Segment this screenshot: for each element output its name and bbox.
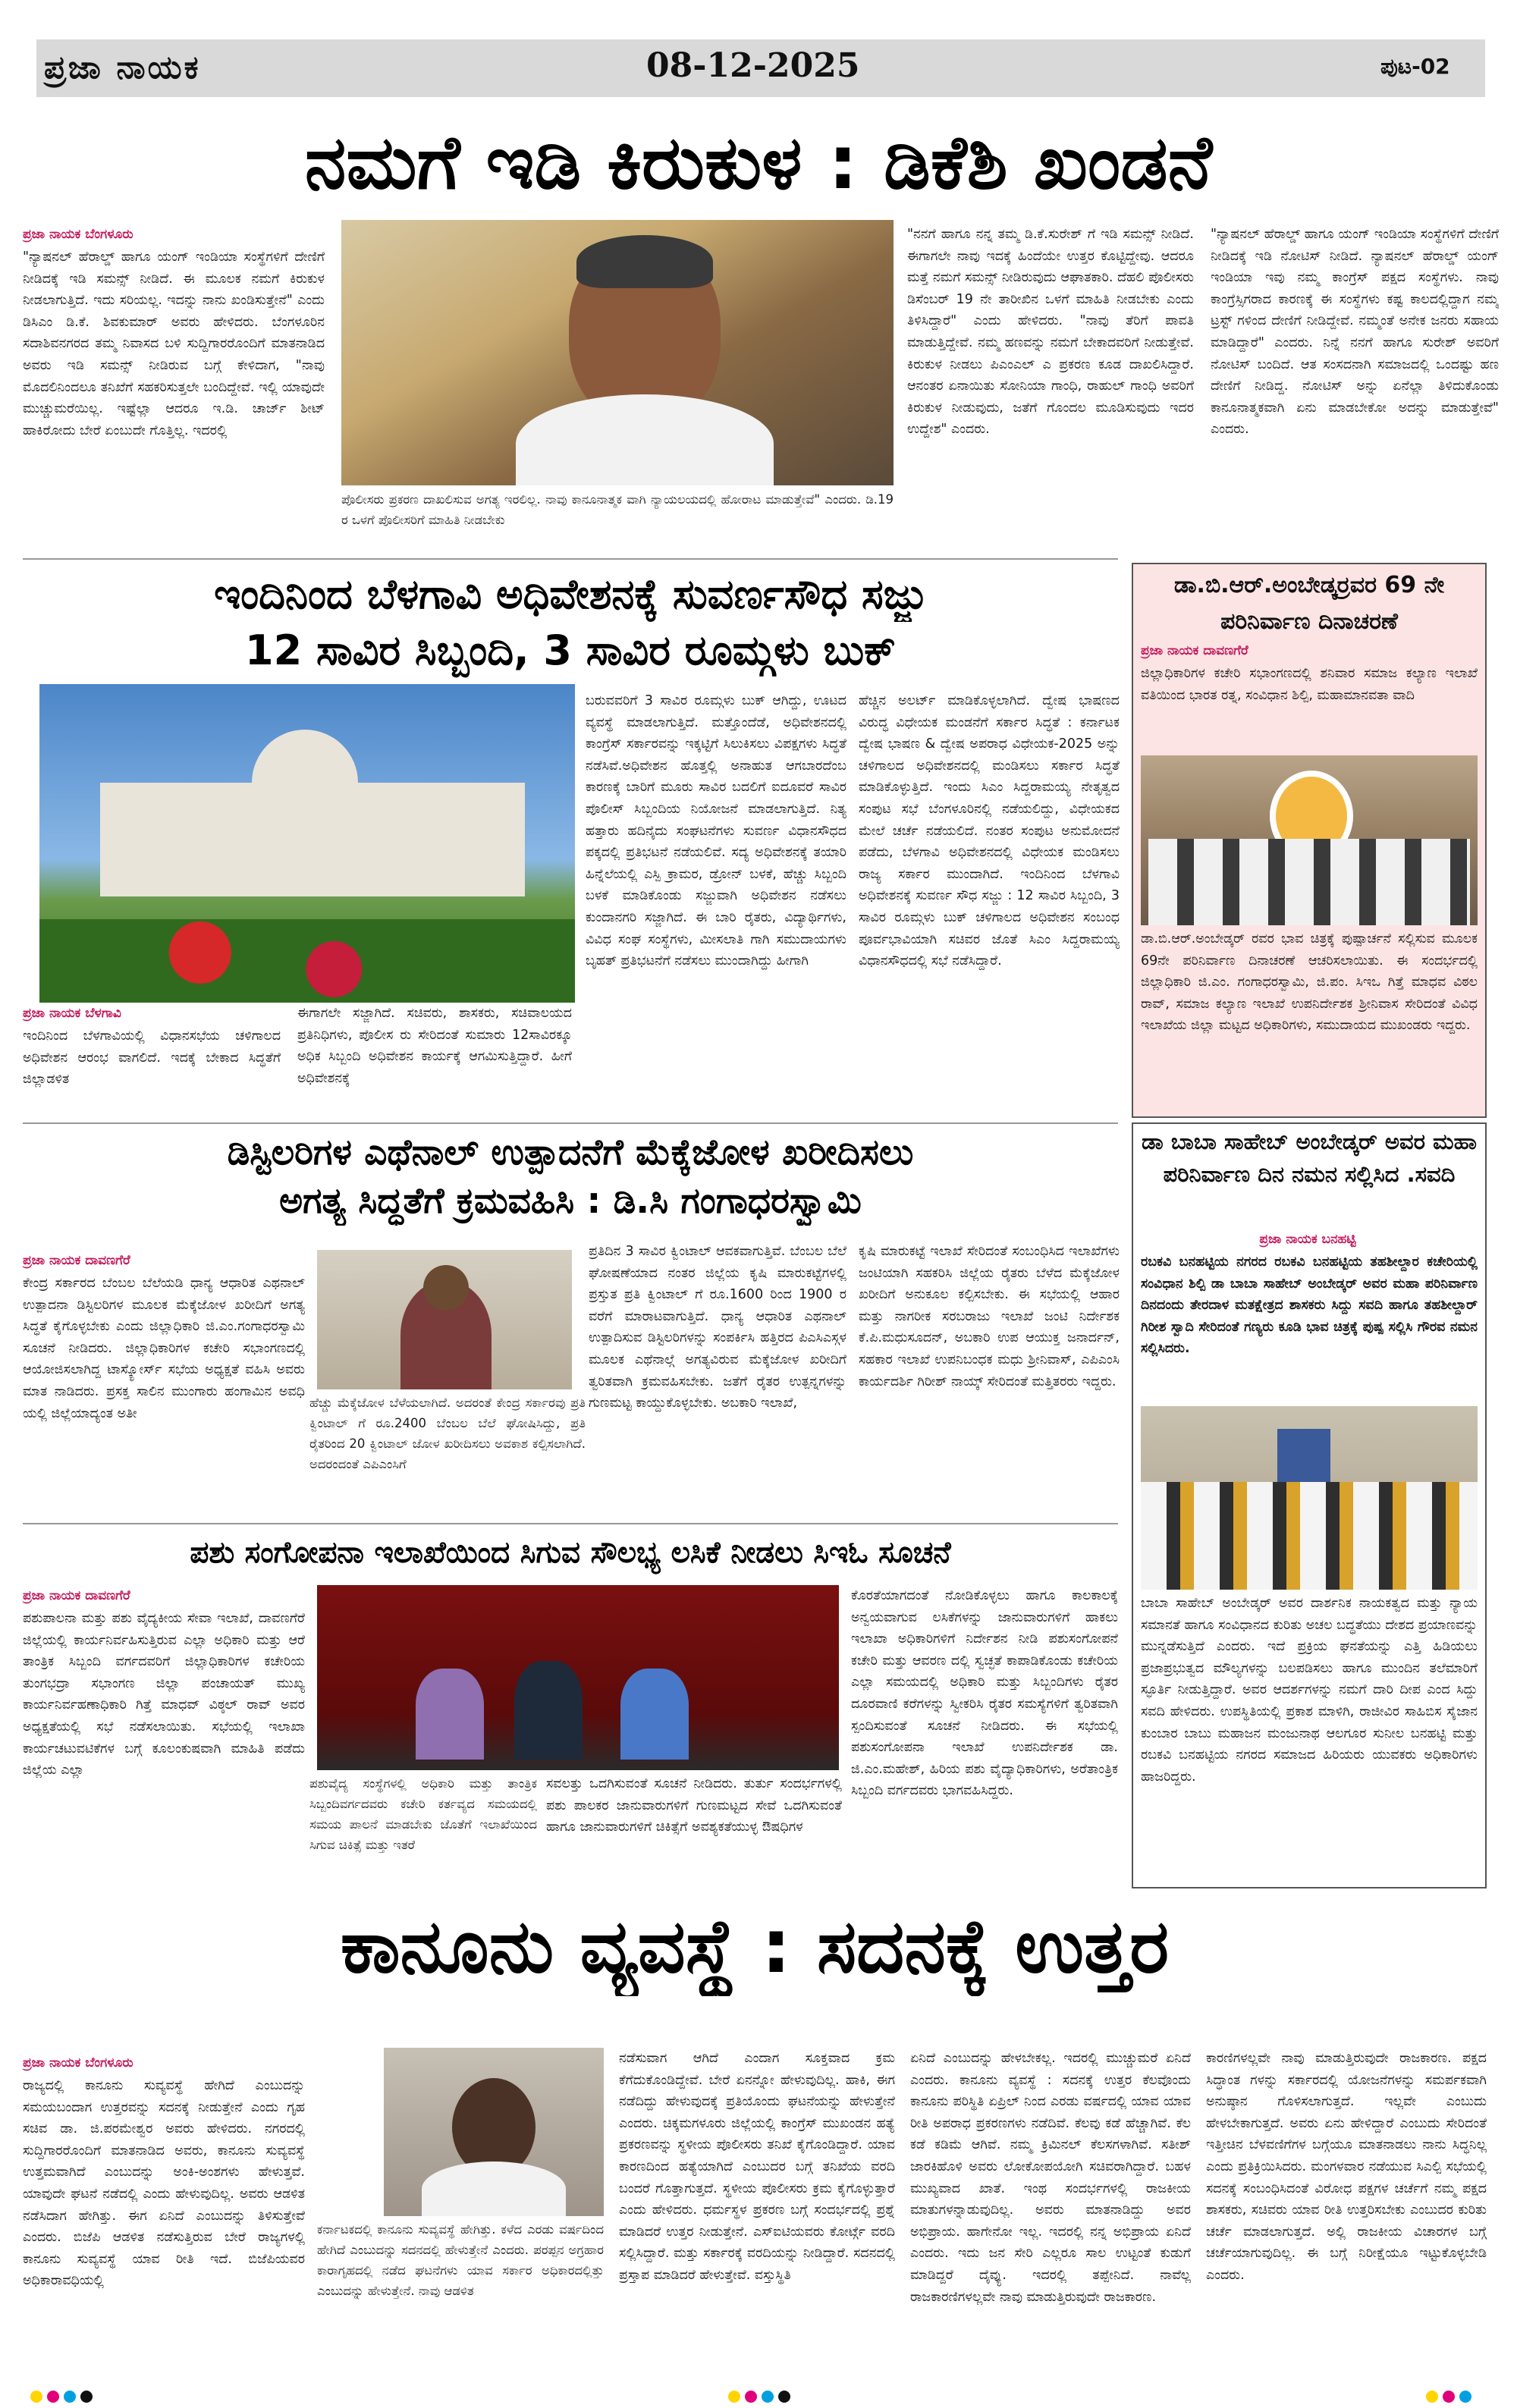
issue-date: 08-12-2025 xyxy=(646,46,860,85)
divider xyxy=(23,558,1118,560)
pashu-photo-caption: ಪಶುವೈದ್ಯ ಸಂಸ್ಥೆಗಳಲ್ಲಿ ಅಧಿಕಾರಿ ಮತ್ತು ತಾಂತ್ರಿಕ ಸಿಬ್ಬಂದಿವರ್ಗದವರು ಕಚೇರಿ ಕರ್ತವ್ಯದ ಸಮಯದಲ್ಲಿ ಸಮಯ ಪಾಲನೆ ಮಾಡಬೇಕು ಜೊತೆಗೆ ಇಲಾಖೆಯಿಂದ ಸಿಗುವ ಚಿಕಿತ್ಸೆ ಮತ್ತು ಇತರೆ xyxy=(309,1776,537,1852)
ambedkar2-top: ರಬಕವಿ ಬನಹಟ್ಟಿಯ ನಗರದ ರಬಕವಿ ಬನಹಟ್ಟಿಯ ತಹಶೀಲ್ದಾರ ಕಚೇರಿಯಲ್ಲಿ ಸಂವಿಧಾನ ಶಿಲ್ಪಿ ಡಾ ಬಾಬಾ ಸಾಹೇಬ್ ಅಂಬೇಡ್ಕರ್ ಅವರ ಮಹಾ ಪರಿನಿರ್ವಾಣ ದಿನದಂದು ತೇರದಾಳ ಮತಕ್ಷೇತ್ರದ ಶಾಸಕರು ಸಿದ್ದು ಸವದಿ ಹಾಗೂ ತಹಶೀಲ್ದಾರ್ ಗಿರೀಶ ಸ್ವಾದಿ ಸೇರಿದಂತೆ ಗಣ್ಯರು ಕೂಡಿ ಭಾವ ಚಿತ್ರಕ್ಕೆ ಪುಷ್ಪ ಸಲ್ಲಿಸಿ ಗೌರವ ನಮನ ಸಲ್ಲಿಸಿದರು. xyxy=(1141,1254,1478,1357)
lead-photo xyxy=(341,220,894,485)
ambedkar1-photo xyxy=(1141,755,1478,925)
suvarna-headline-1: ಇಂದಿನಿಂದ ಬೆಳಗಾವಿ ಅಧಿವೇಶನಕ್ಕೆ ಸುವರ್ಣಸೌಧ ಸಜ್ಜು xyxy=(214,570,927,618)
distil-photo xyxy=(317,1250,572,1389)
ambedkar2-byline: ಪ್ರಜಾ ನಾಯಕ ಬನಹಟ್ಟಿ xyxy=(1259,1232,1356,1247)
registration-marks-right xyxy=(1426,2391,1476,2406)
suvarna-col3: ಹೆಚ್ಚಿನ ಅಲರ್ಟ್ ಮಾಡಿಕೊಳ್ಳಲಾಗಿದೆ. ದ್ವೇಷ ಭಾಷಣದ ವಿರುದ್ಧ ವಿಧೇಯಕ ಮಂಡನೆಗೆ ಸರ್ಕಾರ ಸಿದ್ಧತೆ : ಕರ್ನಾಟಕ ದ್ವೇಷ ಭಾಷಣ & ದ್ವೇಷ ಅಪರಾಧ ವಿಧೇಯಕ-2025 ಅನ್ನು ಚಳಿಗಾಲದ ಅಧಿವೇಶನದಲ್ಲಿ ಮಂಡಿಸಲು ಸರ್ಕಾರ ಸಿದ್ಧತೆ ಮಾಡಿಕೊಳ್ಳುತ್ತಿದೆ. ಇಂದು ಸಿಎಂ ಸಿದ್ದರಾಮಯ್ಯ ನೇತೃತ್ವದ ಸಂಪುಟ ಸಭೆ ಬೆಂಗಳೂರಿನಲ್ಲಿ ನಡೆಯಲಿದ್ದು, ವಿಧೇಯಕದ ಮೇಲೆ ಚರ್ಚೆ ನಡೆಯಲಿದೆ. ನಂತರ ಸಂಪುಟ ಅನುಮೋದನೆ ಪಡೆದು, ಬೆಳಗಾವಿ ಅಧಿವೇಶನದಲ್ಲಿ ವಿಧೇಯಕ ಮಂಡಿಸಲು ರಾಜ್ಯ ಸರ್ಕಾರ ಮುಂದಾಗಿದೆ. ಇಂದಿನಿಂದ ಬೆಳಗಾವಿ ಅಧಿವೇಶನಕ್ಕೆ ಸುವರ್ಣ ಸೌಧ ಸಜ್ಜು : 12 ಸಾವಿರ ಸಿಬ್ಬಂದಿ, 3 ಸಾವಿರ ರೂಮ್ಗಳು ಬುಕ್ ಚಳಿಗಾಲದ ಅಧಿವೇಶನ ಸಂಬಂಧ ಪೂರ್ವಭಾವಿಯಾಗಿ ಸಚಿವರ ಜೊತೆ ಸಿಎಂ ಸಿದ್ದರಾಮಯ್ಯ ವಿಧಾನಸೌಧದಲ್ಲಿ ಸಭೆ ನಡೆಸಿದ್ದಾರೆ. xyxy=(859,693,1120,969)
suvarna-headline-2: 12 ಸಾವಿರ ಸಿಬ್ಬಂದಿ, 3 ಸಾವಿರ ರೂಮ್ಗಳು ಬುಕ್ xyxy=(245,626,896,674)
ambedkar1-bottom: ಡಾ.ಬಿ.ಆರ್.ಅಂಬೇಡ್ಕರ್ ರವರ ಭಾವ ಚಿತ್ರಕ್ಕೆ ಪುಷ್ಪಾರ್ಚನೆ ಸಲ್ಲಿಸುವ ಮೂಲಕ 69ನೇ ಪರಿನಿರ್ವಾಣ ದಿನಾಚರಣೆ ಆಚರಿಸಲಾಯಿತು. ಈ ಸಂದರ್ಭದಲ್ಲಿ ಜಿಲ್ಲಾಧಿಕಾರಿ ಜಿ.ಎಂ. ಗಂಗಾಧರಸ್ವಾಮಿ, ಜಿ.ಪಂ. ಸಿಇಒ ಗಿತ್ತೆ ಮಾಧವ ವಿಠಲ ರಾವ್, ಸಮಾಜ ಕಲ್ಯಾಣ ಇಲಾಖೆ ಉಪನಿರ್ದೇಶಕ ಶ್ರೀನಿವಾಸ ಸೇರಿದಂತೆ ವಿವಿಧ ಇಲಾಖೆಯ ಜಿಲ್ಲಾ ಮಟ್ಟದ ಅಧಿಕಾರಿಗಳು, ಸಮುದಾಯದ ಮುಖಂಡರು ಇದ್ದರು. xyxy=(1141,931,1478,1034)
kanoonu-col1: ರಾಜ್ಯದಲ್ಲಿ ಕಾನೂನು ಸುವ್ಯವಸ್ಥೆ ಹೇಗಿದೆ ಎಂಬುದನ್ನು ಸಮಯಬಂದಾಗ ಉತ್ತರವನ್ನು ಸದನಕ್ಕೆ ನೀಡುತ್ತೇನೆ ಎಂದು ಗೃಹ ಸಚಿವ ಡಾ. ಜಿ.ಪರಮೇಶ್ವರ ಅವರು ಹೇಳಿದರು. ನಗರದಲ್ಲಿ ಸುದ್ದಿಗಾರರೊಂದಿಗೆ ಮಾತನಾಡಿದ ಅವರು, ಕಾನೂನು ಸುವ್ಯವಸ್ಥೆ ಉತ್ತಮವಾಗಿದೆ ಎಂಬುದನ್ನು ಅಂಕಿ-ಅಂಶಗಳು ಹೇಳುತ್ತವೆ. ಯಾವುದೇ ಘಟನೆ ನಡೆದಲ್ಲಿ ಎಂದು ಹೇಳುವುದಿಲ್ಲ. ಅವರು ಆಡಳಿತ ನಡೆಸಿದಾಗ ಹೇಗಿತ್ತು. ಈಗ ಏನಿದೆ ಎಂಬುದನ್ನು ತಿಳಿಸುತ್ತೇವೆ ಎಂದರು. ಬಿಜೆಪಿ ಆಡಳಿತ ನಡೆಸುತ್ತಿರುವ ಬೇರೆ ರಾಜ್ಯಗಳಲ್ಲಿ ಕಾನೂನು ಸುವ್ಯವಸ್ಥೆ ಯಾವ ರೀತಿ ಇದೆ. ಬಿಜೆಪಿಯವರ ಅಧಿಕಾರಾವಧಿಯಲ್ಲಿ xyxy=(23,2078,305,2289)
pashu-col1: ಪಶುಪಾಲನಾ ಮತ್ತು ಪಶು ವೈದ್ಯಕೀಯ ಸೇವಾ ಇಲಾಖೆ, ದಾವಣಗೆರೆ ಜಿಲ್ಲೆಯಲ್ಲಿ ಕಾರ್ಯನಿರ್ವಹಿಸುತ್ತಿರುವ ಎಲ್ಲಾ ಅಧಿಕಾರಿ ಮತ್ತು ಆರೆ ತಾಂತ್ರಿಕ ಸಿಬ್ಬಂದಿ ವರ್ಗದವರಿಗೆ ಜಿಲ್ಲಾಧಿಕಾರಿಗಳ ಕಚೇರಿಯ ತುಂಗಭದ್ರಾ ಸಭಾಂಗಣ ಜಿಲ್ಲಾ ಪಂಚಾಯತ್ ಮುಖ್ಯ ಕಾರ್ಯನಿರ್ವಹಣಾಧಿಕಾರಿ ಗಿತ್ತೆ ಮಾಧವ್ ವಿಠ್ಠಲ್ ರಾವ್ ಅವರ ಅಧ್ಯಕ್ಷತೆಯಲ್ಲಿ ಸಭೆ ನಡೆಸಲಾಯಿತು. ಸಭೆಯಲ್ಲಿ ಇಲಾಖಾ ಕಾರ್ಯಚಟುವಟಿಕೆಗಳ ಬಗ್ಗೆ ಕೂಲಂಕುಷವಾಗಿ ಮಾಹಿತಿ ಪಡೆದು ಜಿಲ್ಲೆಯ ಎಲ್ಲಾ xyxy=(23,1611,305,1779)
kanoonu-photo-caption: ಕರ್ನಾಟಕದಲ್ಲಿ ಕಾನೂನು ಸುವ್ಯವಸ್ಥೆ ಹೇಗಿತ್ತು. ಕಳೆದ ಎರಡು ವರ್ಷದಿಂದ ಹೇಗಿದೆ ಎಂಬುದನ್ನು ಸದನದಲ್ಲಿ ಹೇಳುತ್ತೇನೆ ಎಂದರು. ಪರಪ್ಪನ ಅಗ್ರಹಾರ ಕಾರಾಗೃಹದಲ್ಲಿ ನಡೆದ ಘಟನೆಗಳು ಯಾವ ಸರ್ಕಾರ ಅಧಿಕಾರದಲ್ಲಿತ್ತು ಎಂಬುದನ್ನು ಹೇಳುತ್ತೇನೆ. ನಾವು ಆಡಳಿತ xyxy=(317,2222,604,2298)
divider xyxy=(23,1122,1118,1124)
distil-photo-caption: ಹೆಚ್ಚು ಮೆಕ್ಕೆಜೋಳ ಬೆಳೆಯಲಾಗಿದೆ. ಅದರಂತೆ ಕೇಂದ್ರ ಸರ್ಕಾರವು ಪ್ರತಿ ಕ್ವಿಂಟಾಲ್ ಗೆ ರೂ.2400 ಬೆಂಬಲ ಬೆಲೆ ಘೋಷಿಸಿದ್ದು, ಪ್ರತಿ ರೈತರಿಂದ 20 ಕ್ವಿಂಟಾಲ್ ಜೋಳ ಖರೀದಿಸಲು ಅವಕಾಶ ಕಲ್ಪಿಸಲಾಗಿದೆ. ಅದರಂದಂತೆ ಎಪಿಎಂಸಿಗೆ xyxy=(309,1396,586,1471)
ambedkar2-photo xyxy=(1141,1406,1478,1590)
distil-col1: ಕೇಂದ್ರ ಸರ್ಕಾರದ ಬೆಂಬಲ ಬೆಲೆಯಡಿ ಧಾನ್ಯ ಆಧಾರಿತ ಎಥನಾಲ್ ಉತ್ಪಾದನಾ ಡಿಸ್ಟಿಲರಿಗಳ ಮೂಲಕ ಮೆಕ್ಕೆಜೋಳ ಖರೀದಿಗೆ ಅಗತ್ಯ ಸಿದ್ಧತೆ ಕೈಗೊಳ್ಳಬೇಕು ಎಂದು ಜಿಲ್ಲಾಧಿಕಾರಿ ಜಿ.ಎಂ.ಗಂಗಾಧರಸ್ವಾಮಿ ಸೂಚನೆ ನೀಡಿದರು. ಜಿಲ್ಲಾಧಿಕಾರಿಗಳ ಕಚೇರಿ ಸಭಾಂಗಣದಲ್ಲಿ ಆಯೋಜಿಸಲಾಗಿದ್ದ ಟಾಸ್ಕ್ಫೋರ್ಸ್ ಸಭೆಯ ಅಧ್ಯಕ್ಷತೆ ವಹಿಸಿ ಅವರು ಮಾತ ನಾಡಿದರು. ಪ್ರಸಕ್ತ ಸಾಲಿನ ಮುಂಗಾರು ಹಂಗಾಮಿನ ಅವಧಿ ಯಲ್ಲಿ ಜಿಲ್ಲೆಯಾದ್ಯಂತ ಅತೀ xyxy=(23,1276,305,1421)
kanoonu-byline: ಪ್ರಜಾ ನಾಯಕ ಬೆಂಗಳೂರು xyxy=(23,2055,133,2071)
suvarna-photo xyxy=(39,684,575,1003)
kanoonu-col3: ನಡೆಸುವಾಗ ಆಗಿದೆ ಎಂದಾಗ ಸೂಕ್ತವಾದ ಕ್ರಮ ಕೆಗೆದುಕೊಂಡಿದ್ದೇವೆ. ಬೇರೆ ಏನನ್ನೋ ಹೇಳುವುದಿಲ್ಲ. ಹಾಕಿ, ಈಗ ನಡೆದಿದ್ದು ಹೇಳುವುದಕ್ಕೆ ಪ್ರತಿಯೊಂದು ಘಟನೆಯನ್ನು ಹೇಳುತ್ತೇನೆ ಎಂದರು. ಚಿಕ್ಕಮಗಳೂರು ಜಿಲ್ಲೆಯಲ್ಲಿ ಕಾಂಗ್ರೆಸ್ ಮುಖಂಡನ ಹತ್ಯೆ ಪ್ರಕರಣವನ್ನು ಸ್ಥಳೀಯ ಪೊಲೀಸರು ತನಿಖೆ ಕೈಗೊಂಡಿದ್ದಾರೆ. ಯಾವ ಕಾರಣದಿಂದ ಹತ್ಯೆಯಾಗಿದೆ ಎಂಬುದರ ಬಗ್ಗೆ ತನಿಖೆಯ ವರದಿ ಬಂದರೆ ಗೊತ್ತಾಗುತ್ತದೆ. ಸ್ಥಳೀಯ ಪೊಲೀಸರು ಕ್ರಮ ಕೈಗೊಳ್ಳುತ್ತಾರೆ ಎಂದು ಹೇಳಿದರು. ಧರ್ಮಸ್ಥಳ ಪ್ರಕರಣ ಬಗ್ಗೆ ಸಂದರ್ಭದಲ್ಲಿ ಪ್ರಶ್ನೆ ಮಾಡಿದರೆ ಉತ್ತರ ನೀಡುತ್ತೇನೆ. ಎಸ್ಐಟಿಯವರು ಕೋರ್ಟ್ಗೆ ವರದಿ ಸಲ್ಲಿಸಿದ್ದಾರೆ. ಮತ್ತು ಸರ್ಕಾರಕ್ಕೆ ವರದಿಯನ್ನು ನೀಡಿದ್ದಾರೆ. ಸದನದಲ್ಲಿ ಪ್ರಸ್ತಾಪ ಮಾಡಿದರೆ ಹೇಳುತ್ತೇವೆ. ವಸ್ತುಸ್ಥಿತಿ xyxy=(619,2051,895,2283)
suvarna-col1: ಇಂದಿನಿಂದ ಬೆಳಗಾವಿಯಲ್ಲಿ ವಿಧಾನಸಭೆಯ ಚಳಿಗಾಲದ ಅಧಿವೇಶನ ಆರಂಭ ವಾಗಲಿದೆ. ಇದಕ್ಕೆ ಬೇಕಾದ ಸಿದ್ಧತೆಗೆ ಜಿಲ್ಲಾಡಳಿತ xyxy=(23,1028,281,1088)
ambedkar1-top: ಜಿಲ್ಲಾಧಿಕಾರಿಗಳ ಕಚೇರಿ ಸಭಾಂಗಣದಲ್ಲಿ ಶನಿವಾರ ಸಮಾಜ ಕಲ್ಯಾಣ ಇಲಾಖೆ ವತಿಯಿಂದ ಭಾರತ ರತ್ನ, ಸಂವಿಧಾನ ಶಿಲ್ಪಿ, ಮಹಾಮಾನವತಾ ವಾದಿ xyxy=(1141,666,1478,703)
distil-headline-2: ಅಗತ್ಯ ಸಿದ್ಧತೆಗೆ ಕ್ರಮವಹಿಸಿ : ಡಿ.ಸಿ ಗಂಗಾಧರಸ್ವಾಮಿ xyxy=(279,1180,862,1222)
suvarna-col2: ಬರುವವರಿಗೆ 3 ಸಾವಿರ ರೂಮ್ಗಳು ಬುಕ್ ಆಗಿದ್ದು, ಊಟದ ವ್ಯವಸ್ಥೆ ಮಾಡಲಾಗುತ್ತಿದೆ. ಮತ್ತೊಂದೆಡೆ, ಅಧಿವೇಶನದಲ್ಲಿ ಕಾಂಗ್ರೆಸ್ ಸರ್ಕಾರವನ್ನು ಇಕ್ಕಟ್ಟಿಗೆ ಸಿಲುಕಿಸಲು ವಿಪಕ್ಷಗಳು ಸಿದ್ಧತೆ ನಡೆಸಿವೆ.ಅಧಿವೇಶನ ಹೊತ್ತಲ್ಲಿ ಅನಾಹುತ ಆಗಬಾರದೆಂಬ ಕಾರಣಕ್ಕೆ ಬಾರಿಗೆ ಮೂರು ಸಾವಿರ ಬದಲಿಗೆ ಐದೂವರೆ ಸಾವಿರ ಪೊಲೀಸ್ ಸಿಬ್ಬಂದಿಯ ನಿಯೋಜನೆ ಮಾಡಲಾಗುತ್ತಿದೆ. ನಿತ್ಯ ಹತ್ತಾರು ಹದಿನೈದು ಸಂಘಟನೆಗಳು ಸುವರ್ಣ ವಿಧಾನಸೌಧದ ಪಕ್ಕದಲ್ಲಿ ಪ್ರತಿಭಟನೆ ನಡೆಯಲಿವೆ. ಸದ್ಯ ಅಧಿವೇಶನಕ್ಕೆ ತಯಾರಿ ಹಿನ್ನೆಲೆಯಲ್ಲಿ ಎಸ್ಪಿ ಕ್ರಾಮರ, ಡ್ರೋನ್ ಬಳಕೆ, ಹೆಚ್ಚು ಸಿಬ್ಬಂದಿ ಬಳಕೆ ಮಾಡಿಕೊಂಡು ಸಜ್ಜುವಾಗಿ ಅಧಿವೇಶನ ನಡೆಸಲು ಕುಂದಾನಗರಿ ಸಜ್ಜಾಗಿದೆ. ಈ ಬಾರಿ ರೈತರು, ವಿದ್ಯಾರ್ಥಿಗಳು, ವಿವಿಧ ಸಂಘ ಸಂಸ್ಥೆಗಳು, ಮೀಸಲಾತಿ ಗಾಗಿ ಸಮುದಾಯಗಳು ಬೃಹತ್ ಪ್ರತಿಭಟನೆಗೆ ನಡೆಸಲು ಮುಂದಾಗಿದ್ದು ಹೀಗಾಗಿ xyxy=(586,693,846,969)
lead-col3: "ನನಗೆ ಹಾಗೂ ನನ್ನ ತಮ್ಮ ಡಿ.ಕೆ.ಸುರೇಶ್ ಗೆ ಇಡಿ ಸಮನ್ಸ್ ನೀಡಿದೆ. ಈಗಾಗಲೇ ನಾವು ಇದಕ್ಕೆ ಹಿಂದೆಯೇ ಉತ್ತರ ಕೊಟ್ಟಿದ್ದೇವು. ಆದರೂ ಮತ್ತೆ ನಮಗೆ ಸಮನ್ಸ್ ನೀಡಿರುವುದು ಆಘಾತಕಾರಿ. ದೆಹಲಿ ಪೊಲೀಸರು ಡಿಸೆಂಬರ್ 19 ನೇ ತಾರೀಖಿನ ಒಳಗೆ ಮಾಹಿತಿ ನೀಡಬೇಕು ಎಂದು ತಿಳಿಸಿದ್ದಾರೆ" ಎಂದು ಹೇಳಿದರು. "ನಾವು ತೆರಿಗೆ ಪಾವತಿ ಮಾಡುತ್ತಿದ್ದೇವೆ. ನಮ್ಮ ಹಣವನ್ನು ನಮಗೆ ಬೇಕಾದವರಿಗೆ ನೀಡುತ್ತೇವೆ. ಕಿರುಕುಳ ನೀಡಲು ಪಿಎಂಎಲ್ ಎ ಪ್ರಕರಣ ಕೂಡ ದಾಖಲಿಸಿದ್ದಾರೆ. ಆನಂತರ ಏನಾಯಿತು ಸೋನಿಯಾ ಗಾಂಧಿ, ರಾಹುಲ್ ಗಾಂಧಿ ಅವರಿಗೆ ಕಿರುಕುಳ ನೀಡುವುದು, ಜತೆಗೆ ಗೊಂದಲ ಮೂಡಿಸುವುದು ಇದರ ಉದ್ದೇಶ" ಎಂದರು. xyxy=(907,227,1194,438)
pashu-col4: ಕೊರತೆಯಾಗದಂತೆ ನೋಡಿಕೊಳ್ಳಲು ಹಾಗೂ ಕಾಲಕಾಲಕ್ಕೆ ಅನ್ವಯವಾಗುವ ಲಸಿಕೆಗಳನ್ನು ಜಾನುವಾರುಗಳಿಗೆ ಹಾಕಲು ಇಲಾಖಾ ಅಧಿಕಾರಿಗಳಿಗೆ ನಿರ್ದೇಶನ ನೀಡಿ ಪಶುಸಂಗೋಪನೆ ಕಚೇರಿ ಮತ್ತು ಆವರಣ ದಲ್ಲಿ ಸ್ವಚ್ಛತೆ ಕಾಪಾಡಿಕೊಂಡು ಕಚೇರಿಯ ಎಲ್ಲಾ ಸಮಯದಲ್ಲಿ ಅಧಿಕಾರಿ ಮತ್ತು ಸಿಬ್ಬಂದಿಗಳು ರೈತರ ದೂರವಾಣಿ ಕರೆಗಳನ್ನು ಸ್ವೀಕರಿಸಿ ರೈತರ ಸಮಸ್ಯೆಗಳಿಗೆ ತ್ವರಿತವಾಗಿ ಸ್ಪಂದಿಸುವಂತೆ ಸೂಚನೆ ನೀಡಿದರು. ಈ ಸಭೆಯಲ್ಲಿ ಪಶುಸಂಗೋಪನಾ ಇಲಾಖೆ ಉಪನಿರ್ದೇಶಕ ಡಾ. ಜಿ.ಎಂ.ಮಹೇಶ್, ಹಿರಿಯ ಪಶು ವೈದ್ಯಾಧಿಕಾರಿಗಳು, ಅರೆತಾಂತ್ರಿಕ ಸಿಬ್ಬಂದಿ ವರ್ಗದವರು ಭಾಗವಹಿಸಿದ್ದರು. xyxy=(851,1588,1118,1799)
lead-col1: "ನ್ಯಾಷನಲ್ ಹೆರಾಲ್ಡ್ ಹಾಗೂ ಯಂಗ್ ಇಂಡಿಯಾ ಸಂಸ್ಥೆಗಳಿಗೆ ದೇಣಿಗೆ ನೀಡಿದಕ್ಕೆ ಇಡಿ ಸಮನ್ಸ್ ನೀಡಿದೆ. ಈ ಮೂಲಕ ನಮಗೆ ಕಿರುಕುಳ ನೀಡಲಾಗುತ್ತಿದೆ. ಇದು ಸರಿಯಲ್ಲ. ಇದನ್ನು ನಾನು ಖಂಡಿಸುತ್ತೇನೆ" ಎಂದು ಡಿಸಿಎಂ ಡಿ.ಕೆ. ಶಿವಕುಮಾರ್ ಅವರು ಹೇಳಿದರು. ಬೆಂಗಳೂರಿನ ಸದಾಶಿವನಗರದ ತಮ್ಮ ನಿವಾಸದ ಬಳಿ ಸುದ್ದಿಗಾರರೊಂದಿಗೆ ಮಾತನಾಡಿದ ಅವರು ಇಡಿ ಸಮನ್ಸ್ ನೀಡಿರುವ ಬಗ್ಗೆ ಕೇಳಿದಾಗ, "ನಾವು ಮೊದಲಿನಿಂದಲೂ ತನಿಖೆಗೆ ಸಹಕರಿಸುತ್ತಲೇ ಬಂದಿದ್ದೇವೆ. ಇಲ್ಲಿ ಯಾವುದೇ ಮುಚ್ಚುಮರೆಯಿಲ್ಲ. ಇಷ್ಟೆಲ್ಲಾ ಆದರೂ ಇ.ಡಿ. ಚಾರ್ಜ್ ಶೀಟ್ ಹಾಕಿರೋದು ಬೇರೆ ಏಂಬುದೇ ಗೊತ್ತಿಲ್ಲ. ಇದರಲ್ಲಿ xyxy=(23,250,325,438)
distil-col4: ಕೃಷಿ ಮಾರುಕಟ್ಟೆ ಇಲಾಖೆ ಸೇರಿದಂತೆ ಸಂಬಂಧಿಸಿದ ಇಲಾಖೆಗಳು ಜಂಟಿಯಾಗಿ ಸಹಕರಿಸಿ ಜಿಲ್ಲೆಯ ರೈತರು ಬೆಳೆದ ಮೆಕ್ಕೆಜೋಳ ಖರೀದಿಗೆ ಅನುಕೂಲ ಕಲ್ಪಿಸಬೇಕು. ಈ ಸಭೆಯಲ್ಲಿ ಆಹಾರ ಮತ್ತು ನಾಗರೀಕ ಸರಬರಾಜು ಇಲಾಖೆ ಜಂಟಿ ನಿರ್ದೇಶಕ ಕೆ.ಪಿ.ಮಧುಸೂದನ್, ಅಬಕಾರಿ ಉಪ ಆಯುಕ್ತ ಜನಾರ್ದನ್, ಸಹಕಾರ ಇಲಾಖೆ ಉಪನಿಬಂಧಕ ಮಧು ಶ್ರೀನಿವಾಸ್, ಎಪಿಎಂಸಿ ಕಾರ್ಯದರ್ಶಿ ಗಿರೀಶ್ ನಾಯ್ಕ್ ಸೇರಿದಂತೆ ಮತ್ತಿತರರು ಇದ್ದರು. xyxy=(859,1244,1120,1389)
suvarna-byline: ಪ್ರಜಾ ನಾಯಕ ಬೆಳಗಾವಿ xyxy=(23,1006,121,1021)
pashu-photo xyxy=(317,1585,839,1770)
distil-col3: ಪ್ರತಿದಿನ 3 ಸಾವಿರ ಕ್ವಿಂಟಾಲ್ ಆವಕವಾಗುತ್ತಿವೆ. ಬೆಂಬಲ ಬೆಲೆ ಘೋಷಣೆಯಾದ ನಂತರ ಜಿಲ್ಲೆಯ ಕೃಷಿ ಮಾರುಕಟ್ಟೆಗಳಲ್ಲಿ ಪ್ರಸ್ತುತ ಪ್ರತಿ ಕ್ವಿಂಟಾಲ್ ಗೆ ರೂ.1600 ರಿಂದ 1900 ರ ವರೆಗೆ ಮಾರಾಟವಾಗುತ್ತಿದೆ. ಧಾನ್ಯ ಆಧಾರಿತ ಎಥನಾಲ್ ಉತ್ಪಾದಿಸುವ ಡಿಸ್ಟಿಲರಿಗಳನ್ನು ಸಂಪರ್ಕಿಸಿ ಹತ್ತಿರದ ಪಿಎಸಿಎಸ್ಗಳ ಮೂಲಕ ಎಥೆನಾಲ್ಗೆ ಅಗತ್ಯವಿರುವ ಮೆಕ್ಕೆಜೋಳ ಖರೀದಿಗೆ ತ್ವರಿತವಾಗಿ ಕ್ರಮವಹಿಸಬೇಕು. ಜತೆಗೆ ರೈತರ ಉತ್ಪನ್ನಗಳನ್ನು ಗುಣಮಟ್ಟ ಕಾಯ್ದುಕೊಳ್ಳಬೇಕು. ಅಬಕಾರಿ ಇಲಾಖೆ, xyxy=(589,1244,846,1411)
distil-byline: ಪ್ರಜಾ ನಾಯಕ ದಾವಣಗೆರೆ xyxy=(23,1253,130,1268)
kanoonu-col4: ಏನಿದೆ ಎಂಬುದನ್ನು ಹೇಳಬೇಕಲ್ಲ. ಇದರಲ್ಲಿ ಮುಚ್ಚುಮರೆ ಏನಿದೆ ಎಂದರು. ಕಾನೂನು ವ್ಯವಸ್ಥೆ : ಸದನಕ್ಕೆ ಉತ್ತರ ಕೆಲವೊಂದು ಕಾನೂನು ಪರಿಸ್ಥಿತಿ ಏಪ್ರಿಲ್ ನಿಂದ ಎರಡು ವರ್ಷದಲ್ಲಿ ಯಾವ ಯಾವ ರೀತಿ ಅಪರಾಧ ಪ್ರಕರಣಗಳು ನಡೆದಿವೆ. ಕೆಲವು ಕಡೆ ಹೆಚ್ಚಾಗಿವೆ. ಕೆಲ ಕಡೆ ಕಡಿಮೆ ಆಗಿವೆ. ನಮ್ಮ ಕ್ರಿಮಿನಲ್ ಕೆಲಸಗಳಾಗಿವೆ. ಸತೀಶ್ ಜಾರಕಿಹೊಳಿ ಅವರು ಲೋಕೋಪಯೋಗಿ ಸಚಿವರಾಗಿದ್ದಾರೆ. ಬಹಳ ಮುಖ್ಯವಾದ ಖಾತೆ. ಇಂಥ ಸಂದರ್ಭಗಳಲ್ಲಿ ರಾಜಕೀಯ ಮಾತುಗಳನ್ನಾಡುವುದಿಲ್ಲ. ಅವರು ಮಾತನಾಡಿದ್ದು ಅವರ ಅಭಿಪ್ರಾಯ. ಹಾಗೇನೋ ಇಲ್ಲ. ಇದರಲ್ಲಿ ನನ್ನ ಅಭಿಪ್ರಾಯ ಏನಿದೆ ಎಂದರು. ಇದು ಜನ ಸೇರಿ ಎಲ್ಲರೂ ಸಾಲ ಉಟ್ಟಂತೆ ಕುಡುಗೆ ಮಾಡಿದ್ದರೆ ದೈವ್ಯು. ಇದರಲ್ಲಿ ತಪ್ಪೇನಿದೆ. ನಾವೆಲ್ಲ ರಾಜಕಾರಣಿಗಳಲ್ಲವೇ ನಾವು ಮಾಡುತ್ತಿರುವುದೇ ರಾಜಕಾರಣ. xyxy=(910,2051,1191,2305)
kanoonu-photo xyxy=(384,2048,604,2216)
ambedkar2-bottom: ಬಾಬಾ ಸಾಹೇಬ್ ಅಂಬೇಡ್ಕರ್ ಅವರ ದಾರ್ಶನಿಕ ನಾಯಕತ್ವದ ಮತ್ತು ನ್ಯಾಯ ಸಮಾನತೆ ಹಾಗೂ ಸಂವಿಧಾನದ ಕುರಿತು ಅಚಲ ಬದ್ಧತೆಯು ದೇಶದ ಪ್ರಯಾಣವನ್ನು ಮುನ್ನಡೆಸುತ್ತಿದೆ ಎಂದರು. ಇದೆ ಪ್ರಕ್ರಿಯ ಘನತೆಯನ್ನು ಎತ್ತಿ ಹಿಡಿಯಲು ಪ್ರಜಾಪ್ರಭುತ್ವದ ಮೌಲ್ಯಗಳನ್ನು ಬಲಪಡಿಸಲು ಹಾಗೂ ಮುಂದಿನ ತಲೆಮಾರಿಗೆ ಸ್ಫೂರ್ತಿ ನೀಡುತ್ತಿದ್ದಾರೆ. ಅವರ ಆದರ್ಶಗಳನ್ನು ನಮಗೆ ದಾರಿ ದೀಪ ಎಂದ ಸಿದ್ದು ಸವದಿ ಹೇಳಿದರು. ಉಪಸ್ಥಿತಿಯಲ್ಲಿ ಪ್ರಕಾಶ ಮಾಳಿಗಿ, ರಾಜೀವಿರ ಸಾಹಿಬಿಸ ಸೈಜಾನ ಕುಂಬಾರ ಬಾಬು ಮಹಾಜನ ಮಂಜುನಾಥ ಆಲಗೂರ ಸುನೀಲ ಬನಹಟ್ಟಿ ಮತ್ತು ರಬಕವಿ ಬನಹಟ್ಟಿಯ ನಗರದ ಸಮಾಜದ ಹಿರಿಯರು ಯುವಕರು ಅಧಿಕಾರಿಗಳು ಹಾಜರಿದ್ದರು. xyxy=(1141,1596,1478,1785)
ambedkar1-headline: ಡಾ.ಬಿ.ಆರ್.ಅಂಬೇಡ್ಕರ್ರವರ 69 ನೇ ಪರಿನಿರ್ವಾಣ ದಿನಾಚರಣೆ xyxy=(1173,572,1445,635)
divider xyxy=(23,1523,1118,1524)
pashu-col3: ಸವಲತ್ತು ಒದಗಿಸುವಂತೆ ಸೂಚನೆ ನೀಡಿದರು. ತುರ್ತು ಸಂದರ್ಭಗಳಲ್ಲಿ ಪಶು ಪಾಲಕರ ಜಾನುವಾರುಗಳಿಗೆ ಗುಣಮಟ್ಟದ ಸೇವೆ ಒದಗಿಸುವಂತೆ ಹಾಗೂ ಜಾನುವಾರುಗಳಿಗೆ ಚಿಕಿತ್ಸೆಗೆ ಅವಶ್ಯಕತೆಯುಳ್ಳ ಔಷಧಿಗಳ xyxy=(546,1776,842,1835)
suvarna-col2a: ಈಗಾಗಲೇ ಸಜ್ಜಾಗಿದೆ. ಸಚಿವರು, ಶಾಸಕರು, ಸಚಿವಾಲಯದ ಪ್ರತಿನಿಧಿಗಳು, ಪೊಲೀಸ ರು ಸೇರಿದಂತೆ ಸುಮಾರು 12ಸಾವಿರಕ್ಕೂ ಅಧಿಕ ಸಿಬ್ಬಂದಿ ಅಧಿವೇಶನ ಕಾರ್ಯಕ್ಕೆ ಆಗಮಿಸುತ್ತಿದ್ದಾರೆ. ಹೀಗೆ ಅಧಿವೇಶನಕ್ಕೆ xyxy=(297,1006,572,1086)
pashu-byline: ಪ್ರಜಾ ನಾಯಕ ದಾವಣಗೆರೆ xyxy=(23,1588,130,1603)
registration-marks-center xyxy=(728,2391,795,2406)
lead-headline: ನಮಗೆ ಇಡಿ ಕಿರುಕುಳ : ಡಿಕೆಶಿ ಖಂಡನೆ xyxy=(304,120,1213,206)
brand-name: ಪ್ರಜಾ ನಾಯಕ xyxy=(44,49,201,86)
kanoonu-headline: ಕಾನೂನು ವ್ಯವಸ್ಥೆ : ಸದನಕ್ಕೆ ಉತ್ತರ xyxy=(340,1904,1170,1990)
lead-byline: ಪ್ರಜಾ ನಾಯಕ ಬೆಂಗಳೂರು xyxy=(23,227,133,242)
ambedkar1-byline: ಪ್ರಜಾ ನಾಯಕ ದಾವಣಗೆರೆ xyxy=(1141,643,1248,658)
kanoonu-col5: ಕಾರಣಿಗಳಲ್ಲವೇ ನಾವು ಮಾಡುತ್ತಿರುವುದೇ ರಾಜಕಾರಣ. ಪಕ್ಷದ ಸಿದ್ಧಾಂತ ಗಳನ್ನು ಸರ್ಕಾರದಲ್ಲಿ ಯೋಜನೆಗಳನ್ನು ಸಮರ್ಪಕವಾಗಿ ಅನುಷ್ಠಾನ ಗೊಳಿಸಲಾಗುತ್ತದೆ. ಇಲ್ಲವೇ ಎಂಬುದು ಹೇಳಬೇಕಾಗುತ್ತದೆ. ಅವರು ಏನು ಹೇಳಿದ್ದಾರೆ ಎಂಬುದು ಸೇರಿದಂತೆ ಇತ್ತೀಚಿನ ಬೆಳವಣಿಗೆಗಳ ಬಗ್ಗೆಯೂ ಮಾತನಾಡಲು ನಾನು ಸಿದ್ಧನಿಲ್ಲ ಎಂದು ಪ್ರತಿಕ್ರಿಯಿಸಿದರು. ಮಂಗಳವಾರ ನಡೆಯುವ ಸಿಎಲ್ಪಿ ಸಭೆಯಲ್ಲಿ ಸದನಕ್ಕೆ ಸಂಬಂಧಿಸಿದಂತೆ ವಿರೋಧ ಪಕ್ಷಗಳ ಚರ್ಚೆಗೆ ನಮ್ಮ ಪಕ್ಷದ ಶಾಸಕರು, ಸಚಿವರು ಯಾವ ರೀತಿ ಉತ್ತರಿಸಬೇಕು ಎಂಬುದರ ಕುರಿತು ಚರ್ಚೆ ಮಾಡಲಾಗುತ್ತದೆ. ಅಲ್ಲಿ ರಾಜಕೀಯ ವಿಚಾರಗಳ ಬಗ್ಗೆ ಚರ್ಚೆಯಾಗುವುದಿಲ್ಲ. ಈ ಬಗ್ಗೆ ನಿರೀಕ್ಷೆಯೂ ಇಟ್ಟುಕೊಳ್ಳಬೇಡಿ ಎಂದರು. xyxy=(1206,2051,1487,2283)
ambedkar2-headline: ಡಾ ಬಾಬಾ ಸಾಹೇಬ್ ಅಂಬೇಡ್ಕರ್ ಅವರ ಮಹಾ ಪರಿನಿರ್ವಾಣ ದಿನ ನಮನ ಸಲ್ಲಿಸಿದ .ಸವದಿ xyxy=(1142,1129,1477,1187)
pashu-headline: ಪಶು ಸಂಗೋಪನಾ ಇಲಾಖೆಯಿಂದ ಸಿಗುವ ಸೌಲಭ್ಯ ಲಸಿಕೆ ನೀಡಲು ಸಿಇಓ ಸೂಚನೆ xyxy=(190,1536,951,1570)
page-number: ಪುಟ-02 xyxy=(1380,54,1450,79)
lead-photo-caption: ಪೊಲೀಸರು ಪ್ರಕರಣ ದಾಖಲಿಸುವ ಅಗತ್ಯ ಇರಲಿಲ್ಲ. ನಾವು ಕಾನೂನಾತ್ಮಕ ವಾಗಿ ನ್ಯಾಯಲಯದಲ್ಲಿ ಹೋರಾಟ ಮಾಡುತ್ತೇವೆ" ಎಂದರು. ಡಿ.19 ರ ಒಳಗೆ ಪೊಲೀಸರಿಗೆ ಮಾಹಿತಿ ನೀಡಬೇಕು xyxy=(341,492,894,527)
distil-headline-1: ಡಿಸ್ಟಿಲರಿಗಳ ಎಥೆನಾಲ್ ಉತ್ಪಾದನೆಗೆ ಮೆಕ್ಕೆಜೋಳ ಖರೀದಿಸಲು xyxy=(227,1132,914,1173)
lead-col4: "ನ್ಯಾಷನಲ್ ಹೆರಾಲ್ಡ್ ಹಾಗೂ ಯಂಗ್ ಇಂಡಿಯಾ ಸಂಸ್ಥೆಗಳಿಗೆ ದೇಣಿಗೆ ನೀಡಿದಕ್ಕೆ ಇಡಿ ನೋಟಿಸ್ ನೀಡಿದೆ. ನ್ಯಾಷನಲ್ ಹೆರಾಲ್ಡ್ ಯಂಗ್ ಇಂಡಿಯಾ ಇವು ನಮ್ಮ ಕಾಂಗ್ರೆಸ್ ಪಕ್ಷದ ಸಂಸ್ಥೆಗಳು. ನಾವು ಕಾಂಗ್ರೆಸ್ಸಿಗರಾದ ಕಾರಣಕ್ಕೆ ಈ ಸಂಸ್ಥೆಗಳು ಕಷ್ಟ ಕಾಲದಲ್ಲಿದ್ದಾಗ ನಮ್ಮ ಟ್ರಸ್ಟ್ ಗಳಿಂದ ದೇಣಿಗೆ ನೀಡಿದ್ದೇವೆ. ನಮ್ಮಂತೆ ಅನೇಕ ಜನರು ಸಹಾಯ ಮಾಡಿದ್ದಾರೆ" ಎಂದರು. ನಿನ್ನೆ ನನಗೆ ಹಾಗೂ ಸುರೇಶ್ ಅವರಿಗೆ ನೋಟಿಸ್ ಬಂದಿದೆ. ಆತ ಸಂಸದನಾಗಿ ಸಮಾಜದಲ್ಲಿ ಒಂದಷ್ಟು ಹಣ ದೇಣಿಗೆ ನೀಡಿದ್ದ. ನೋಟಿಸ್ ಅನ್ನು ಏನೆಲ್ಲಾ ತಿಳಿದುಕೊಂಡು ಕಾನೂನಾತ್ಮಕವಾಗಿ ಏನು ಮಾಡಬೇಕೋ ಅದನ್ನು ಮಾಡುತ್ತೇವೆ" ಎಂದರು. xyxy=(1211,227,1499,438)
registration-marks-left xyxy=(30,2391,97,2406)
